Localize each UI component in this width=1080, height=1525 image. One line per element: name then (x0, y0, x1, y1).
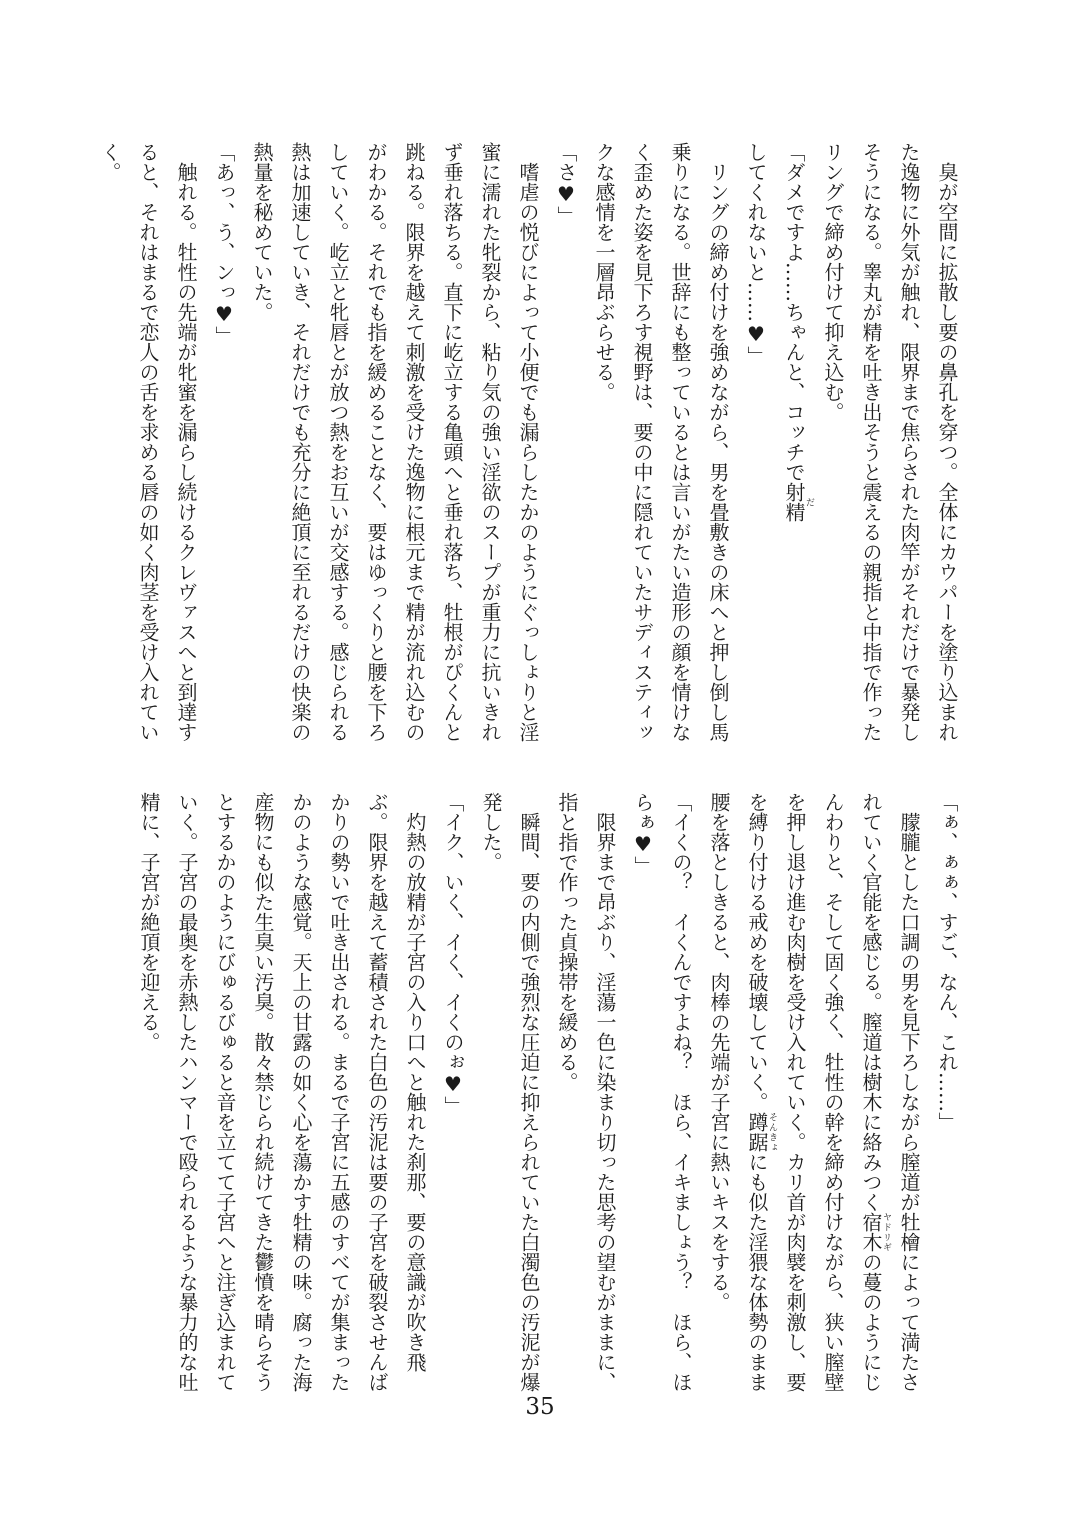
narration-8: 灼熱の放精が子宮の入り口へと触れた刹那、要の意識が吹き飛ぶ。限界を越えて蓄積された白色の汚泥は要の子宮を破裂させんばかりの勢いで吐き出される。まるで子宮に五感のすべてが集まったかのような感覚。天上の甘露の如く心を蕩かす牡精の味。腐った海産物にも似た生臭い汚臭。散々禁じられ続けてきた鬱憤を晴らそうとするかのようにびゅるびゅると音を立てて子宮へと注ぎ込まれていく。子宮の最奥を赤熱したハンマーで殴られるような暴力的な吐精に、子宮が絶頂を迎える。 (137, 792, 427, 1392)
page-number: 35 (525, 1394, 555, 1420)
narration-3: 嗜虐の悦びによって小便でも漏らしたかのようにぐっしょりと淫蜜に濡れた牝裂から、粘り気の強い淫欲のスープが重力に抗いきれず垂れ落ちる。直下に屹立する亀頭へと垂れ落ち、牡根がぴくんと跳ねる。限界を越えて刺激を受けた逸物に根元まで精が流れ込むのがわかる。それでも指を緩めることなく、要はゆっくりと腰を下ろしていく。屹立と牝唇とが放つ熱をお互いが交感する。感じられる熱は加速していき、それだけでも充分に絶頂に至れるだけの快楽の熱量を秘めていた。 (250, 142, 540, 742)
narration-4: 触れる。牡性の先端が牝蜜を漏らし続けるクレヴァスへと到達すると、それはまるで恋人の舌を求める唇の如く肉茎を受け入れていく。 (98, 142, 198, 742)
furigana-term: 蹲踞そんきょ (745, 1112, 777, 1152)
dialogue-4: 「ぁ、ぁぁ、すご、なん、これ……」 (935, 792, 959, 1132)
dialogue-5: 「イくの？ イくんですよね？ ほら、イキましょう？ ほら、ほらぁ♥」 (631, 792, 693, 1392)
narration-2: リングの締め付けを強めながら、男を畳敷きの床へと押し倒し馬乗りになる。世辞にも整っているとは言いがたい造形の顔を情けなく歪めた姿を見下ろす視野は、要の中に隠れていたサディスティックな感情を一層昂ぶらせる。 (592, 142, 730, 742)
narration-5: 朦朧とした口調の男を見下ろしながら膣道が牡檜によって満たされていく官能を感じる。膣道は樹木に絡みつく宿木ヤドリギの蔓のようにじんわりと、そして固く強く、牡性の幹を締め付けながら、狭い膣壁を押し退け進む肉樹を受け入れていく。カリ首が肉襞を刺激し、要を縛り付ける戒めを破壊していく。蹲踞そんきょにも似た淫猥な体勢のまま腰を落としきると、肉棒の先端が子宮に熱いキスをする。 (707, 792, 921, 1392)
furigana-term: 射精だ (782, 482, 814, 522)
dialogue-3: 「あっ、う、ンっ♥」 (212, 142, 236, 346)
narration-1: 臭が空間に拡散し要の鼻孔を穿つ。全体にカウパーを塗り込まれた逸物に外気が触れ、限界まで焦らされた肉竿がそれだけで暴発しそうになる。睾丸が精を吐き出そうと震えるの親指と中指で作ったリングで締め付けて抑え込む。 (821, 142, 959, 742)
narration-7: 瞬間、要の内側で強烈な圧迫に抑えられていた白濁色の汚泥が爆発した。 (479, 792, 541, 1392)
dialogue-6: 「イク、いく、イく、イくのぉ♥」 (441, 792, 465, 1116)
furigana-term: 宿木ヤドリギ (859, 1212, 891, 1252)
dialogue-1: 「ダメですよ……ちゃんと、コッチで射精だしてくれないと……♥」 (744, 142, 814, 522)
text-block-top (91, 142, 966, 742)
narration-6: 限界まで昂ぶり、淫蕩一色に染まり切った思考の望むがままに、指と指で作った貞操帯を緩める。 (555, 792, 617, 1392)
dialogue-2: 「さ♥」 (554, 142, 578, 226)
text-block-bottom (130, 792, 966, 1392)
